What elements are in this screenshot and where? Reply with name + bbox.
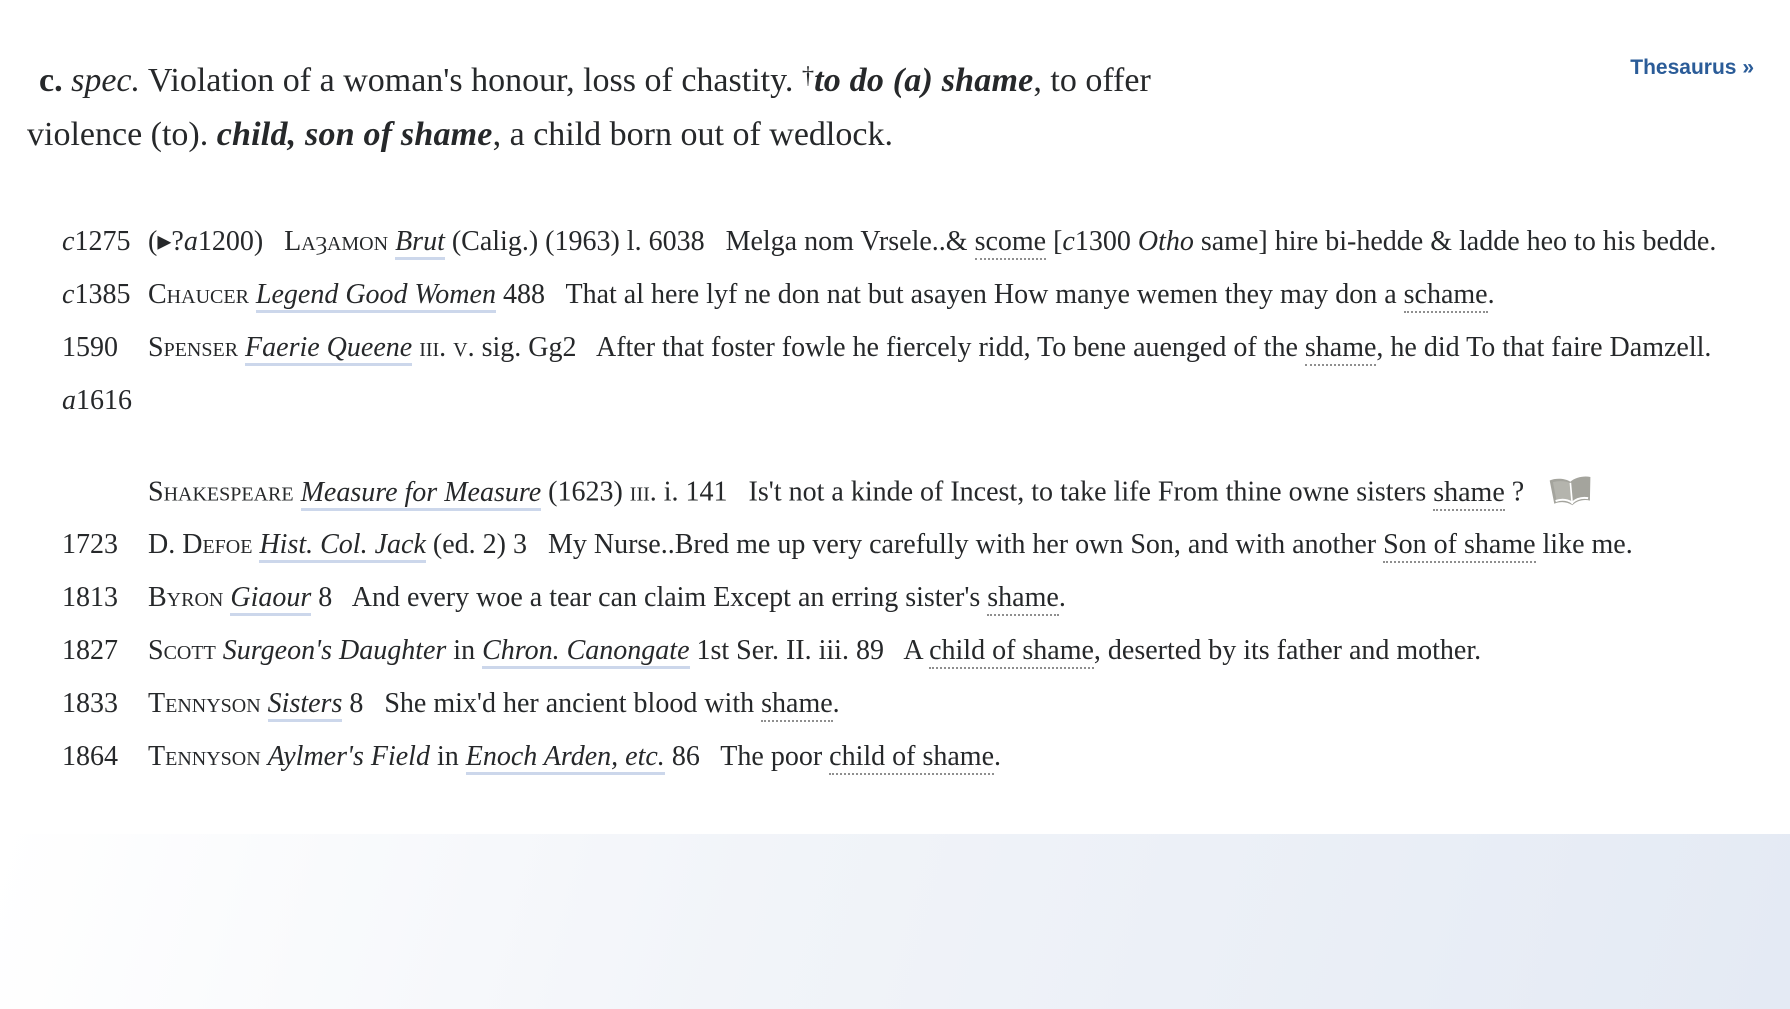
- italic-text: Aylmer's Field: [267, 740, 430, 772]
- work-title-link[interactable]: Legend Good Women: [256, 279, 496, 313]
- quotation-date: [62, 270, 148, 320]
- author-name: Tennyson: [148, 740, 261, 772]
- keyword-link[interactable]: Son of shame: [1383, 529, 1535, 563]
- keyword-link[interactable]: shame: [1433, 477, 1505, 511]
- quotation-date: [62, 376, 148, 426]
- definition-text-3: , a child born out of wedlock.: [492, 115, 893, 153]
- italic-text: c: [1062, 226, 1075, 258]
- bold-phrase-1: to do (a) shame: [814, 62, 1034, 99]
- quotation-row: [62, 732, 1790, 782]
- italic-text: a: [183, 226, 198, 258]
- quotation-date: [62, 679, 148, 729]
- quotation-text: [148, 573, 1790, 623]
- quotation-text: [148, 323, 1790, 373]
- quote-text: same] hire bi-hedde & ladde heo to his bedde.: [1193, 226, 1717, 258]
- quote-text: .: [832, 687, 840, 719]
- quotation-row: [62, 217, 1790, 267]
- author-name: Spenser: [148, 332, 239, 364]
- author-name: iii. v.: [419, 332, 475, 364]
- quote-text: 488 That al here lyf ne don nat but asayen How manye wemen they may don a: [495, 279, 1404, 311]
- work-title-link[interactable]: Measure for Measure: [301, 477, 542, 511]
- date-year: 1833: [62, 687, 118, 719]
- quote-text: [: [1046, 226, 1063, 258]
- quote-text: [388, 226, 395, 257]
- work-title-link[interactable]: Sisters: [268, 688, 343, 722]
- definition-text-1: Violation of a woman's honour, loss of chastity.: [140, 62, 802, 99]
- quotation-row: [62, 323, 1790, 373]
- date-year: 1813: [62, 582, 118, 614]
- italic-text: Otho: [1137, 226, 1194, 258]
- quote-text: [261, 688, 268, 719]
- quotation-row: [62, 376, 1790, 517]
- work-title-link[interactable]: Giaour: [230, 582, 311, 616]
- quotation-date: [62, 626, 148, 676]
- work-title-link[interactable]: Brut: [395, 226, 445, 260]
- bold-phrase-2: child, son of shame: [216, 115, 493, 153]
- date-circa-prefix: c: [62, 226, 75, 258]
- keyword-link[interactable]: child of shame: [829, 741, 994, 775]
- quotation-row: [62, 626, 1790, 676]
- date-circa-prefix: c: [62, 279, 75, 311]
- author-name: Chaucer: [148, 279, 249, 311]
- quote-text: ?: [1504, 476, 1532, 508]
- work-title-link[interactable]: Hist. Col. Jack: [259, 529, 425, 563]
- quote-text: (▸?: [148, 226, 184, 258]
- quote-text: [261, 741, 268, 772]
- quote-text: , he did To that faire Damzell.: [1376, 332, 1712, 364]
- date-year: 1616: [76, 384, 132, 416]
- quote-text: sig. Gg2 After that foster fowle he fiercely ridd, To bene auenged of the: [474, 332, 1305, 364]
- quote-text: in: [429, 740, 466, 772]
- date-circa-prefix: a: [62, 384, 76, 416]
- dictionary-entry: [0, 34, 1790, 1009]
- quotation-text: [148, 732, 1790, 782]
- quotation-row: [62, 520, 1790, 570]
- quotation-date: [62, 520, 148, 570]
- quote-text: 86 The poor: [664, 740, 830, 772]
- quote-text: in: [446, 635, 483, 667]
- open-book-icon[interactable]: [1538, 374, 1588, 411]
- quotation-text: [148, 520, 1790, 570]
- quote-text: like me.: [1535, 529, 1633, 561]
- quote-text: .: [1487, 279, 1495, 311]
- keyword-link[interactable]: shame: [1305, 332, 1377, 366]
- dagger-symbol: †: [801, 62, 815, 90]
- work-title-link[interactable]: Enoch Arden, etc.: [466, 741, 665, 775]
- sense-label: c.: [39, 62, 63, 99]
- quote-text: 1st Ser. II. iii. 89 A: [689, 635, 930, 667]
- keyword-link[interactable]: shame: [761, 688, 833, 722]
- quote-text: 1300: [1074, 226, 1138, 258]
- quotation-row: [62, 573, 1790, 623]
- quotation-text: [148, 376, 1790, 517]
- italic-text: Surgeon's Daughter: [222, 635, 447, 667]
- quote-text: .: [994, 740, 1002, 772]
- quotation-text: [148, 270, 1790, 320]
- quotation-text: [148, 679, 1790, 729]
- author-name: Laȝamon: [284, 226, 389, 258]
- quotation-date: [62, 323, 148, 373]
- date-year: 1827: [62, 635, 118, 667]
- author-name: D. Defoe: [148, 529, 253, 561]
- quote-text: [216, 635, 223, 666]
- quotation-date: [62, 732, 148, 782]
- quotations-list: [0, 217, 1790, 781]
- quote-text: 8 And every woe a tear can claim Except an erring sister's: [311, 582, 988, 614]
- quote-text: [249, 279, 256, 310]
- author-name: iii.: [629, 476, 657, 508]
- quote-text: [238, 332, 245, 363]
- quote-text: , deserted by its father and mother.: [1093, 635, 1482, 667]
- work-title-link[interactable]: Chron. Canongate: [482, 635, 689, 669]
- thesaurus-link[interactable]: Thesaurus »: [1630, 56, 1754, 79]
- date-year: 1385: [74, 279, 131, 311]
- date-year: 1864: [62, 740, 118, 772]
- author-name: Tennyson: [148, 687, 261, 719]
- quotation-date: [62, 217, 148, 267]
- quotation-row: [62, 679, 1790, 729]
- date-year: 1590: [62, 332, 118, 364]
- quotation-text: [148, 626, 1790, 676]
- quote-text: [294, 477, 301, 508]
- definition-text-2: , to offer violence (to).: [27, 62, 1151, 153]
- quote-text: (1623): [541, 476, 630, 508]
- author-name: Scott: [148, 635, 216, 667]
- quotation-text: [148, 217, 1790, 267]
- quotation-row: [62, 270, 1790, 320]
- keyword-link[interactable]: child of shame: [929, 635, 1094, 669]
- quote-text: 8 She mix'd her ancient blood with: [342, 687, 762, 719]
- quote-text: i. 141 Is't not a kinde of Incest, to take life From thine owne sisters: [656, 476, 1434, 508]
- quote-text: 1200): [197, 226, 285, 258]
- author-name: Byron: [148, 582, 224, 614]
- bottom-shading: [0, 834, 1790, 1009]
- sense-marker: spec.: [71, 62, 141, 99]
- quote-text: (ed. 2) 3 My Nurse..Bred me up very carefully with her own Son, and with another: [425, 529, 1384, 561]
- date-year: 1275: [74, 226, 131, 258]
- date-year: 1723: [62, 529, 118, 561]
- author-name: Shakespeare: [148, 476, 294, 508]
- quote-text: (Calig.) (1963) l. 6038 Melga nom Vrsele..&: [444, 226, 975, 258]
- definition-paragraph: [0, 34, 1530, 161]
- keyword-link[interactable]: scome: [975, 226, 1047, 260]
- keyword-link[interactable]: schame: [1404, 279, 1488, 313]
- quote-text: .: [1058, 582, 1066, 614]
- keyword-link[interactable]: shame: [987, 582, 1059, 616]
- quotation-date: [62, 573, 148, 623]
- work-title-link[interactable]: Faerie Queene: [245, 332, 412, 366]
- spacer: [63, 62, 72, 99]
